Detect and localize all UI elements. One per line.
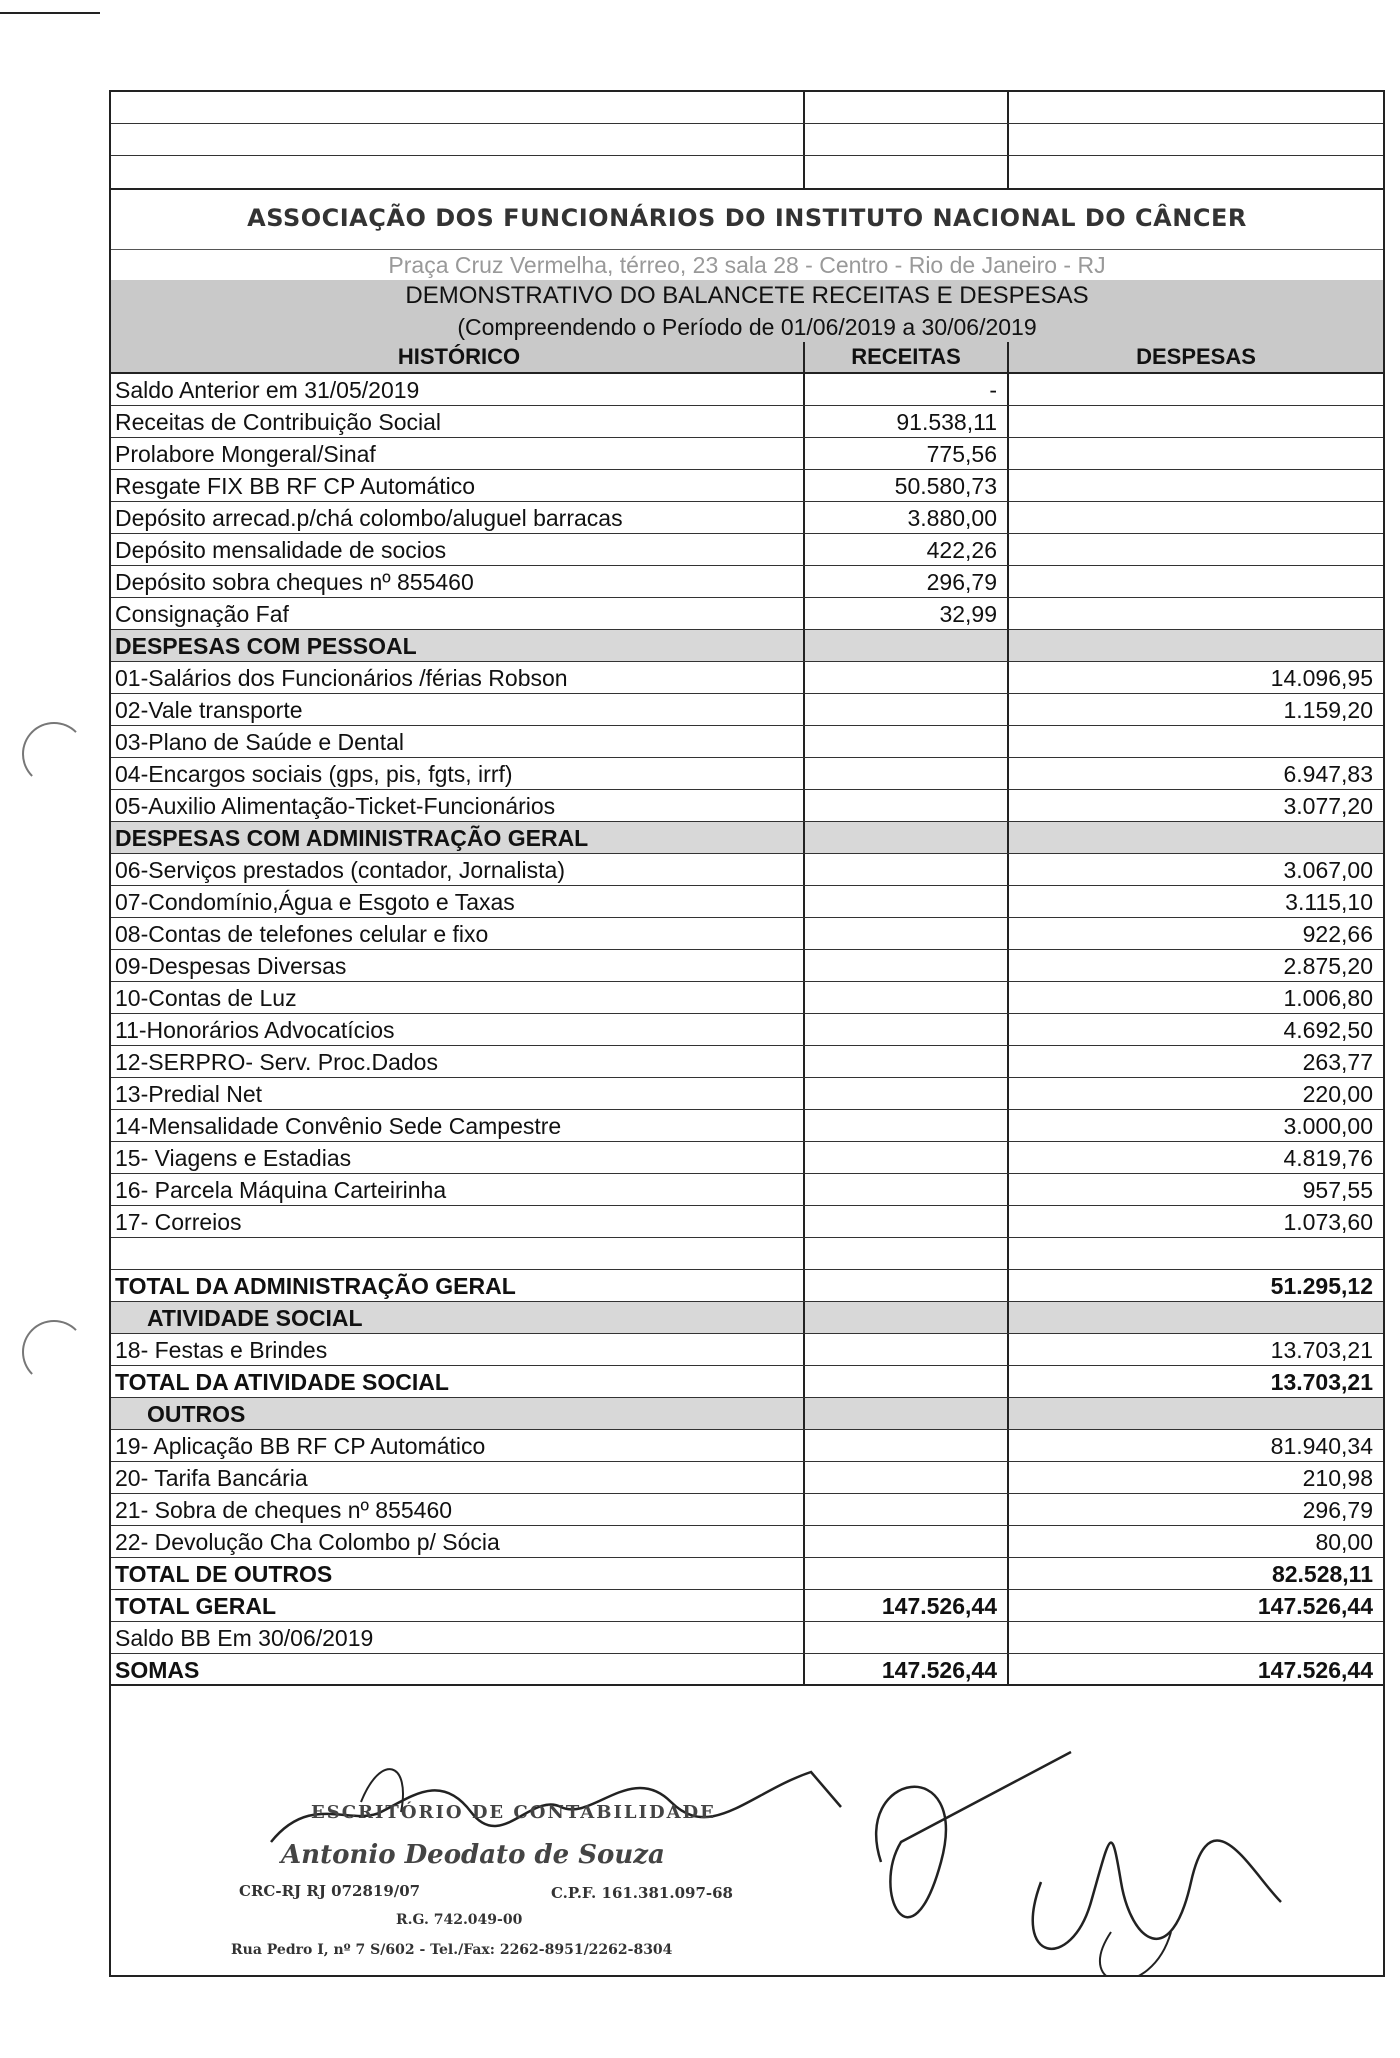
- despesa-value: 3.115,10: [1285, 889, 1373, 915]
- despesa-value: 3.067,00: [1283, 857, 1373, 883]
- org-name: ASSOCIAÇÃO DOS FUNCIONÁRIOS DO INSTITUTO NACIONAL DO CÂNCER: [247, 204, 1247, 232]
- receita-value: [805, 1366, 1009, 1397]
- despesa-value: 296,79: [1302, 1497, 1373, 1523]
- table-row: [111, 438, 1383, 470]
- table-row: [111, 1302, 1383, 1334]
- column-header-row: [111, 342, 1383, 374]
- despesa-value: 263,77: [1302, 1049, 1373, 1075]
- receita-value: [805, 1206, 1009, 1237]
- row-label: 04-Encargos sociais (gps, pis, fgts, irrf): [111, 758, 805, 789]
- receita-value: [805, 1558, 1009, 1589]
- row-label: 07-Condomínio,Água e Esgoto e Taxas: [111, 886, 805, 917]
- receita-value: [805, 1334, 1009, 1365]
- despesa-value: 147.526,44: [1257, 1593, 1373, 1619]
- receita-value: [805, 1526, 1009, 1557]
- despesa-value: [1009, 470, 1383, 501]
- receita-value: [805, 822, 1009, 853]
- despesa-value: [1009, 374, 1383, 405]
- row-label: 12-SERPRO- Serv. Proc.Dados: [111, 1046, 805, 1077]
- receita-value: [805, 726, 1009, 757]
- table-row: [111, 1398, 1383, 1430]
- table-row: [111, 630, 1383, 662]
- table-row: [111, 1078, 1383, 1110]
- receita-value: [805, 1078, 1009, 1109]
- receita-value: 775,56: [805, 438, 1009, 469]
- row-label: TOTAL DA ADMINISTRAÇÃO GERAL: [111, 1270, 805, 1301]
- row-label: 08-Contas de telefones celular e fixo: [111, 918, 805, 949]
- despesa-value: 922,66: [1302, 921, 1373, 947]
- despesa-value: 4.692,50: [1283, 1017, 1373, 1043]
- row-label: Receitas de Contribuição Social: [111, 406, 805, 437]
- despesa-value: 147.526,44: [1257, 1657, 1373, 1683]
- receita-value: 147.526,44: [805, 1654, 1009, 1684]
- row-label: 09-Despesas Diversas: [111, 950, 805, 981]
- table-row: [111, 1110, 1383, 1142]
- receita-value: [805, 758, 1009, 789]
- row-label: Depósito mensalidade de socios: [111, 534, 805, 565]
- table-row: [111, 1462, 1383, 1494]
- despesa-value: [1009, 822, 1383, 853]
- receita-value: [805, 1046, 1009, 1077]
- receita-value: [805, 1014, 1009, 1045]
- row-label: 15- Viagens e Estadias: [111, 1142, 805, 1173]
- despesa-value: [1009, 406, 1383, 437]
- stamp-rg: R.G. 742.049-00: [396, 1912, 523, 1928]
- table-row: [111, 822, 1383, 854]
- receita-value: [805, 1302, 1009, 1333]
- punch-hole: [22, 1320, 86, 1384]
- table-row: [111, 1174, 1383, 1206]
- receita-value: [805, 950, 1009, 981]
- despesa-value: 1.073,60: [1283, 1209, 1373, 1235]
- receita-value: [805, 662, 1009, 693]
- row-label: Consignação Faf: [111, 598, 805, 629]
- despesa-value: [1009, 1302, 1383, 1333]
- receita-value: 91.538,11: [805, 406, 1009, 437]
- despesa-value: 14.096,95: [1270, 665, 1373, 691]
- receita-value: [805, 854, 1009, 885]
- header-historico: HISTÓRICO: [111, 342, 805, 372]
- receita-value: 147.526,44: [805, 1590, 1009, 1621]
- row-label: 05-Auxilio Alimentação-Ticket-Funcionários: [111, 790, 805, 821]
- table-row: [111, 1334, 1383, 1366]
- receita-value: [805, 1174, 1009, 1205]
- document-title: DEMONSTRATIVO DO BALANCETE RECEITAS E DESPESAS: [405, 282, 1089, 309]
- table-row: [111, 598, 1383, 630]
- table-row: [111, 1046, 1383, 1078]
- receita-value: [805, 982, 1009, 1013]
- despesa-value: [1009, 1622, 1383, 1653]
- row-label: SOMAS: [111, 1654, 805, 1684]
- row-label: 13-Predial Net: [111, 1078, 805, 1109]
- receita-value: [805, 1238, 1009, 1269]
- table-row: [111, 918, 1383, 950]
- row-label: 19- Aplicação BB RF CP Automático: [111, 1430, 805, 1461]
- address-row: [111, 250, 1383, 280]
- despesa-value: 957,55: [1302, 1177, 1373, 1203]
- row-label: 22- Devolução Cha Colombo p/ Sócia: [111, 1526, 805, 1557]
- row-label: 18- Festas e Brindes: [111, 1334, 805, 1365]
- stamp-office: ESCRITÓRIO DE CONTABILIDADE: [311, 1802, 716, 1823]
- despesa-value: 13.703,21: [1270, 1337, 1373, 1363]
- row-label: 16- Parcela Máquina Carteirinha: [111, 1174, 805, 1205]
- header-despesas: DESPESAS: [1136, 344, 1256, 369]
- despesa-value: 220,00: [1302, 1081, 1373, 1107]
- row-label: Saldo Anterior em 31/05/2019: [111, 374, 805, 405]
- row-label: 01-Salários dos Funcionários /férias Robson: [111, 662, 805, 693]
- row-label: 17- Correios: [111, 1206, 805, 1237]
- receita-value: 296,79: [805, 566, 1009, 597]
- row-label: Depósito arrecad.p/chá colombo/aluguel barracas: [111, 502, 805, 533]
- receita-value: [805, 1430, 1009, 1461]
- receita-value: [805, 1110, 1009, 1141]
- stamp-address: Rua Pedro I, nº 7 S/602 - Tel./Fax: 2262-8951/2262-8304: [231, 1942, 673, 1958]
- punch-hole: [22, 722, 86, 786]
- receita-value: [805, 1462, 1009, 1493]
- balance-sheet: [109, 90, 1385, 1977]
- table-row: [111, 790, 1383, 822]
- table-row: [111, 1238, 1383, 1270]
- table-row: [111, 950, 1383, 982]
- despesa-value: 3.000,00: [1283, 1113, 1373, 1139]
- receita-value: [805, 886, 1009, 917]
- table-row: [111, 470, 1383, 502]
- table-row: [111, 982, 1383, 1014]
- receita-value: [805, 1622, 1009, 1653]
- header-receitas: RECEITAS: [805, 342, 1009, 372]
- section-heading: ATIVIDADE SOCIAL: [111, 1302, 805, 1333]
- despesa-value: 2.875,20: [1283, 953, 1373, 979]
- period-row: [111, 312, 1383, 342]
- row-label: TOTAL DA ATIVIDADE SOCIAL: [111, 1366, 805, 1397]
- despesa-value: 4.819,76: [1283, 1145, 1373, 1171]
- table-row: [111, 1526, 1383, 1558]
- section-heading: DESPESAS COM PESSOAL: [111, 630, 805, 661]
- receita-value: [805, 1270, 1009, 1301]
- section-heading: DESPESAS COM ADMINISTRAÇÃO GERAL: [111, 822, 805, 853]
- stamp-name: Antonio Deodato de Souza: [281, 1840, 665, 1870]
- table-row: [111, 662, 1383, 694]
- despesa-value: 51.295,12: [1270, 1273, 1373, 1299]
- stamp-cpf: C.P.F. 161.381.097-68: [551, 1884, 733, 1902]
- stamp-crc: CRC-RJ RJ 072819/07: [239, 1882, 421, 1900]
- signature-area: [111, 1732, 1383, 1977]
- table-row: [111, 694, 1383, 726]
- despesa-value: [1009, 566, 1383, 597]
- section-heading: OUTROS: [111, 1398, 805, 1429]
- table-row: [111, 1206, 1383, 1238]
- receita-value: [805, 630, 1009, 661]
- receita-value: 50.580,73: [805, 470, 1009, 501]
- table-row: [111, 1590, 1383, 1622]
- table-row: [111, 1654, 1383, 1686]
- row-label: 20- Tarifa Bancária: [111, 1462, 805, 1493]
- table-row: [111, 566, 1383, 598]
- table-row: [111, 726, 1383, 758]
- receita-value: 3.880,00: [805, 502, 1009, 533]
- despesa-value: [1009, 1238, 1383, 1269]
- row-label: 10-Contas de Luz: [111, 982, 805, 1013]
- row-label: 03-Plano de Saúde e Dental: [111, 726, 805, 757]
- receita-value: 32,99: [805, 598, 1009, 629]
- row-label: 14-Mensalidade Convênio Sede Campestre: [111, 1110, 805, 1141]
- row-label: 02-Vale transporte: [111, 694, 805, 725]
- despesa-value: 3.077,20: [1283, 793, 1373, 819]
- table-row: [111, 758, 1383, 790]
- despesa-value: [1009, 630, 1383, 661]
- blank-row: [111, 124, 1383, 156]
- table-row: [111, 1366, 1383, 1398]
- receita-value: 422,26: [805, 534, 1009, 565]
- row-label: Prolabore Mongeral/Sinaf: [111, 438, 805, 469]
- table-row: [111, 502, 1383, 534]
- blank-row: [111, 92, 1383, 124]
- table-row: [111, 886, 1383, 918]
- row-label: Depósito sobra cheques nº 855460: [111, 566, 805, 597]
- blank-row: [111, 156, 1383, 190]
- table-row: [111, 374, 1383, 406]
- despesa-value: 13.703,21: [1270, 1369, 1373, 1395]
- receita-value: [805, 918, 1009, 949]
- address: Praça Cruz Vermelha, térreo, 23 sala 28 - Centro - Rio de Janeiro - RJ: [388, 252, 1106, 278]
- row-label: Saldo BB Em 30/06/2019: [111, 1622, 805, 1653]
- table-row: [111, 1430, 1383, 1462]
- despesa-value: [1009, 1398, 1383, 1429]
- receita-value: [805, 1142, 1009, 1173]
- row-label: 11-Honorários Advocatícios: [111, 1014, 805, 1045]
- despesa-value: 81.940,34: [1270, 1433, 1373, 1459]
- table-row: [111, 1014, 1383, 1046]
- table-row: [111, 406, 1383, 438]
- despesa-value: [1009, 502, 1383, 533]
- row-label: 06-Serviços prestados (contador, Jornalista): [111, 854, 805, 885]
- row-label: [111, 1238, 805, 1269]
- receita-value: [805, 1494, 1009, 1525]
- despesa-value: 80,00: [1315, 1529, 1373, 1555]
- table-row: [111, 1270, 1383, 1302]
- row-label: TOTAL GERAL: [111, 1590, 805, 1621]
- table-row: [111, 1622, 1383, 1654]
- title-row: [111, 280, 1383, 312]
- receita-value: [805, 1398, 1009, 1429]
- despesa-value: [1009, 598, 1383, 629]
- row-label: TOTAL DE OUTROS: [111, 1558, 805, 1589]
- row-label: 21- Sobra de cheques nº 855460: [111, 1494, 805, 1525]
- despesa-value: [1009, 534, 1383, 565]
- row-label: Resgate FIX BB RF CP Automático: [111, 470, 805, 501]
- scan-edge-mark: [0, 12, 100, 14]
- despesa-value: [1009, 438, 1383, 469]
- org-header: [111, 190, 1383, 250]
- period: (Compreendendo o Período de 01/06/2019 a 30/06/2019: [457, 314, 1037, 340]
- table-row: [111, 1494, 1383, 1526]
- table-row: [111, 854, 1383, 886]
- despesa-value: 1.006,80: [1283, 985, 1373, 1011]
- despesa-value: 82.528,11: [1271, 1561, 1373, 1587]
- despesa-value: 6.947,83: [1283, 761, 1373, 787]
- despesa-value: 210,98: [1302, 1465, 1373, 1491]
- table-row: [111, 1558, 1383, 1590]
- table-row: [111, 534, 1383, 566]
- despesa-value: 1.159,20: [1283, 697, 1373, 723]
- receita-value: [805, 790, 1009, 821]
- receita-value: -: [805, 374, 1009, 405]
- table-row: [111, 1142, 1383, 1174]
- receita-value: [805, 694, 1009, 725]
- despesa-value: [1009, 726, 1383, 757]
